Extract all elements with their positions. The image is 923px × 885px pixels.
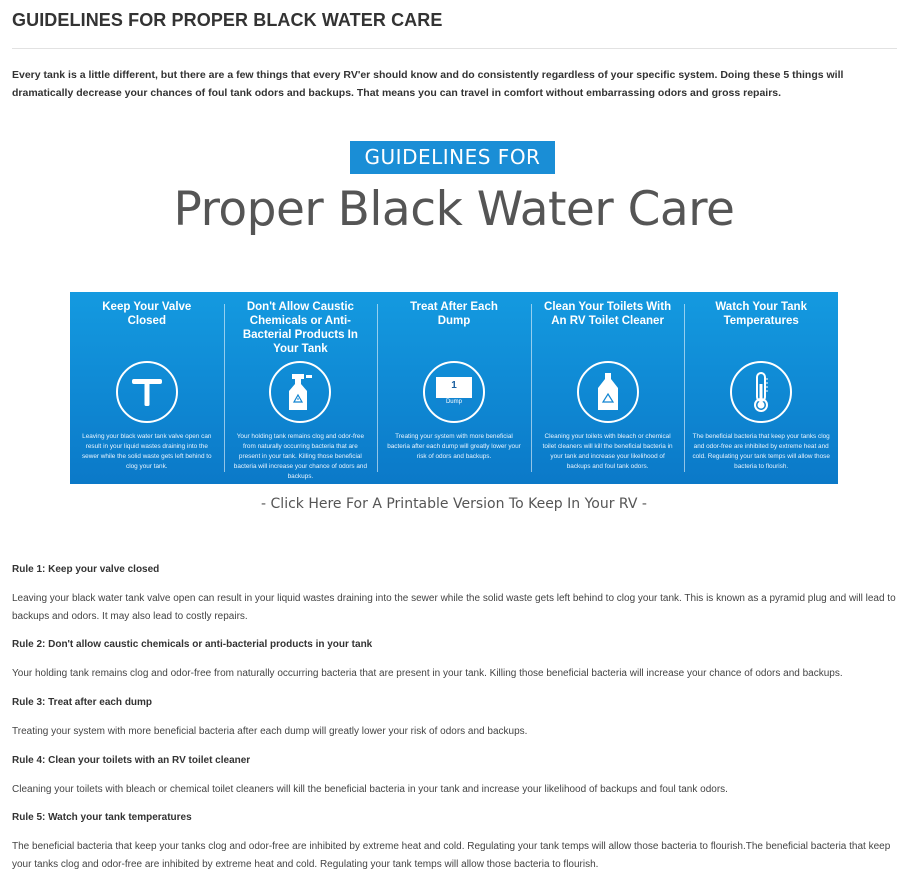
calendar-label: Dump xyxy=(436,398,472,407)
column-text: Cleaning your toilets with bleach or chemical toilet cleaners will kill the beneficial bacteria in your tank and increase your likelihood of backups and foul tank odors. xyxy=(542,433,673,470)
valve-handle-icon xyxy=(116,361,178,423)
rule-heading: Rule 5: Watch your tank temperatures xyxy=(12,812,192,823)
page-title: GUIDELINES FOR PROPER BLACK WATER CARE xyxy=(12,10,443,30)
banner-heading[interactable]: Proper Black Water Care xyxy=(173,182,735,237)
column-title: Treat After Each Dump xyxy=(410,301,498,327)
printable-version-link[interactable]: - Click Here For A Printable Version To Keep In Your RV - xyxy=(261,496,647,512)
spray-bottle-icon xyxy=(269,361,331,423)
thermometer-icon xyxy=(730,361,792,423)
rule-heading: Rule 2: Don't allow caustic chemicals or anti-bacterial products in your tank xyxy=(12,639,373,650)
infographic-strip[interactable] xyxy=(70,292,838,484)
column-title: Clean Your Toilets With An RV Toilet Cleaner xyxy=(544,301,672,327)
rule-heading: Rule 3: Treat after each dump xyxy=(12,697,153,708)
banner-tag: GUIDELINES FOR xyxy=(350,141,555,174)
rule-body: Leaving your black water tank valve open can result in your liquid wastes draining into the sewer while the solid waste gets left behind to clog your tank. This is known as a pyramid plug and will lead to backups and odors. It may also lead to costly repairs. xyxy=(12,593,896,622)
infographic-column-temperature xyxy=(684,292,838,484)
rule-body: Cleaning your toilets with bleach or chemical toilet cleaners will kill the beneficial bacteria in your tank and increase your likelihood of backups and foul tank odors. xyxy=(12,784,728,795)
cleaner-bottle-icon xyxy=(577,361,639,423)
intro-paragraph: Every tank is a little different, but there are a few things that every RV'er should know and do consistently regardless of your specific system. Doing these 5 things will dramatically decrease your chances of foul tank odors and backups. That means you can travel in comfort without embarrassing odors and gross repairs. xyxy=(12,69,844,99)
calendar-dump-icon xyxy=(423,361,485,423)
column-title: Don't Allow Caustic Chemicals or Anti-Bacterial Products In Your Tank xyxy=(242,301,358,355)
calendar-number: 1 xyxy=(451,380,457,391)
infographic-column-treat xyxy=(377,292,531,484)
infographic-column-valve xyxy=(70,292,224,484)
column-text: The beneficial bacteria that keep your tanks clog and odor-free are inhibited by extreme heat and cold. Regulating your tank temps will allow those bacteria to flourish. xyxy=(692,433,830,470)
column-title: Watch Your Tank Temperatures xyxy=(715,301,807,327)
infographic-column-toilets xyxy=(531,292,685,484)
column-text: Treating your system with more beneficial bacteria after each dump will greatly lower your risk of odors and backups. xyxy=(387,433,521,460)
column-text: Your holding tank remains clog and odor-free from naturally occurring bacteria that are present in your tank. Killing those beneficial bacteria will increase your chance of odors and backups. xyxy=(233,433,367,480)
calendar-page xyxy=(436,377,472,407)
column-title: Keep Your Valve Closed xyxy=(102,301,192,327)
rule-body: Treating your system with more beneficial bacteria after each dump will greatly lower your risk of odors and backups. xyxy=(12,726,528,737)
rule-body: Your holding tank remains clog and odor-free from naturally occurring bacteria that are present in your tank. Killing those beneficial bacteria will increase your chance of odors and backups. xyxy=(12,668,843,679)
rule-heading: Rule 4: Clean your toilets with an RV toilet cleaner xyxy=(12,755,251,766)
title-divider xyxy=(12,48,897,49)
infographic-column-chemicals xyxy=(224,292,378,484)
rule-heading: Rule 1: Keep your valve closed xyxy=(12,564,160,575)
rule-body: The beneficial bacteria that keep your tanks clog and odor-free are inhibited by extreme heat and cold. Regulating your tank temps will allow those bacteria to flourish.The beneficial bacteria that keep your tanks clog and odor-free are inhibited by extreme heat and cold. Regulating your tank temps will allow those bacteria to flourish. xyxy=(12,841,891,870)
column-text: Leaving your black water tank valve open can result in your liquid wastes draining into the sewer while the solid waste gets left behind to clog your tank. xyxy=(81,433,212,470)
